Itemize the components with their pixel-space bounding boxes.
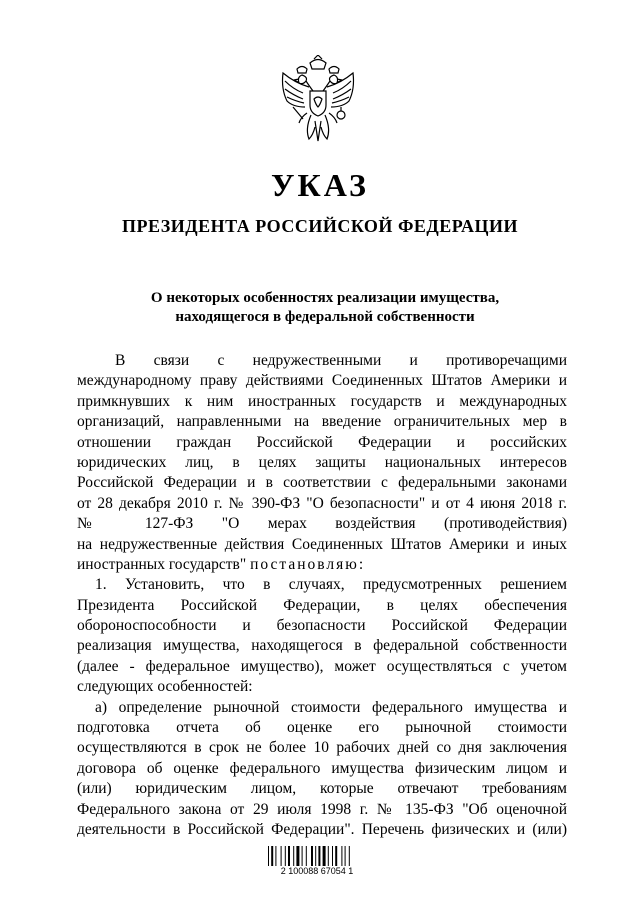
body-line: примкнувших к ним иностранных государств и международных [77,392,567,410]
body-line: отношении граждан Российской Федерации и российских [77,433,567,451]
body-line: обороноспособности и безопасности Российской Федерации [77,617,567,635]
body-line: Президента Российской Федерации, в целях обеспечения [77,596,567,614]
body-line: договора об оценке федерального имущества физическим лицом и [77,759,567,777]
body-line: 1. Установить, что в случаях, предусмотренных решением [95,576,567,594]
decree-title-line: О некоторых особенностях реализации имущества, [150,290,500,306]
barcode-number: 2 100088 67054 1 [262,866,372,877]
body-line: (далее - федеральное имущество), может осуществляться с учетом [77,657,567,675]
body-line [77,555,567,575]
body-line: деятельности в Российской Федерации". Перечень физических и (или) [77,820,567,838]
decree-issuer: ПРЕЗИДЕНТА РОССИЙСКОЙ ФЕДЕРАЦИИ [122,216,518,236]
body-line: Федерального закона от 29 июля 1998 г. № 135-ФЗ "Об оценочной [77,800,567,818]
body-line: № 127-ФЗ "О мерах воздействия (противодействия) [77,515,567,533]
decree-title [80,289,570,327]
decree-title-line: находящегося в федеральной собственности [175,309,475,325]
body-line: а) определение рыночной стоимости федерального имущества и [95,698,567,716]
body-line: реализация имущества, находящегося в федеральной собственности [77,637,567,655]
body-line: юридических лиц, в целях защиты национальных интересов [77,453,567,471]
body-line: Российской Федерации и в соответствии с федеральными законами [77,474,567,492]
body-line: (или) юридическим лицом, которые отвечают требованиям [77,780,567,798]
body-line: международному праву действиями Соединенных Штатов Америки и [77,372,567,390]
decree-body [77,351,567,840]
operative-word: постановляю: [250,555,366,573]
russian-coat-of-arms-icon [275,55,361,151]
body-line-text: иностранных государств" [77,555,251,573]
body-line: от 28 декабря 2010 г. № 390-ФЗ "О безопасности" и от 4 июня 2018 г. [77,494,567,512]
body-line: на недружественные действия Соединенных Штатов Америки и иных [77,535,567,553]
body-line: осуществляются в срок не более 10 рабочих дней со дня заключения [77,739,567,757]
body-line: следующих особенностей: [77,678,253,696]
body-line: организаций, направленными на введение ограничительных мер в [77,413,567,431]
body-line: подготовка отчета об оценке его рыночной стоимости [77,719,567,737]
decree-heading: УКАЗ [271,167,369,203]
body-line: В связи с недружественными и противоречащими [115,352,567,369]
